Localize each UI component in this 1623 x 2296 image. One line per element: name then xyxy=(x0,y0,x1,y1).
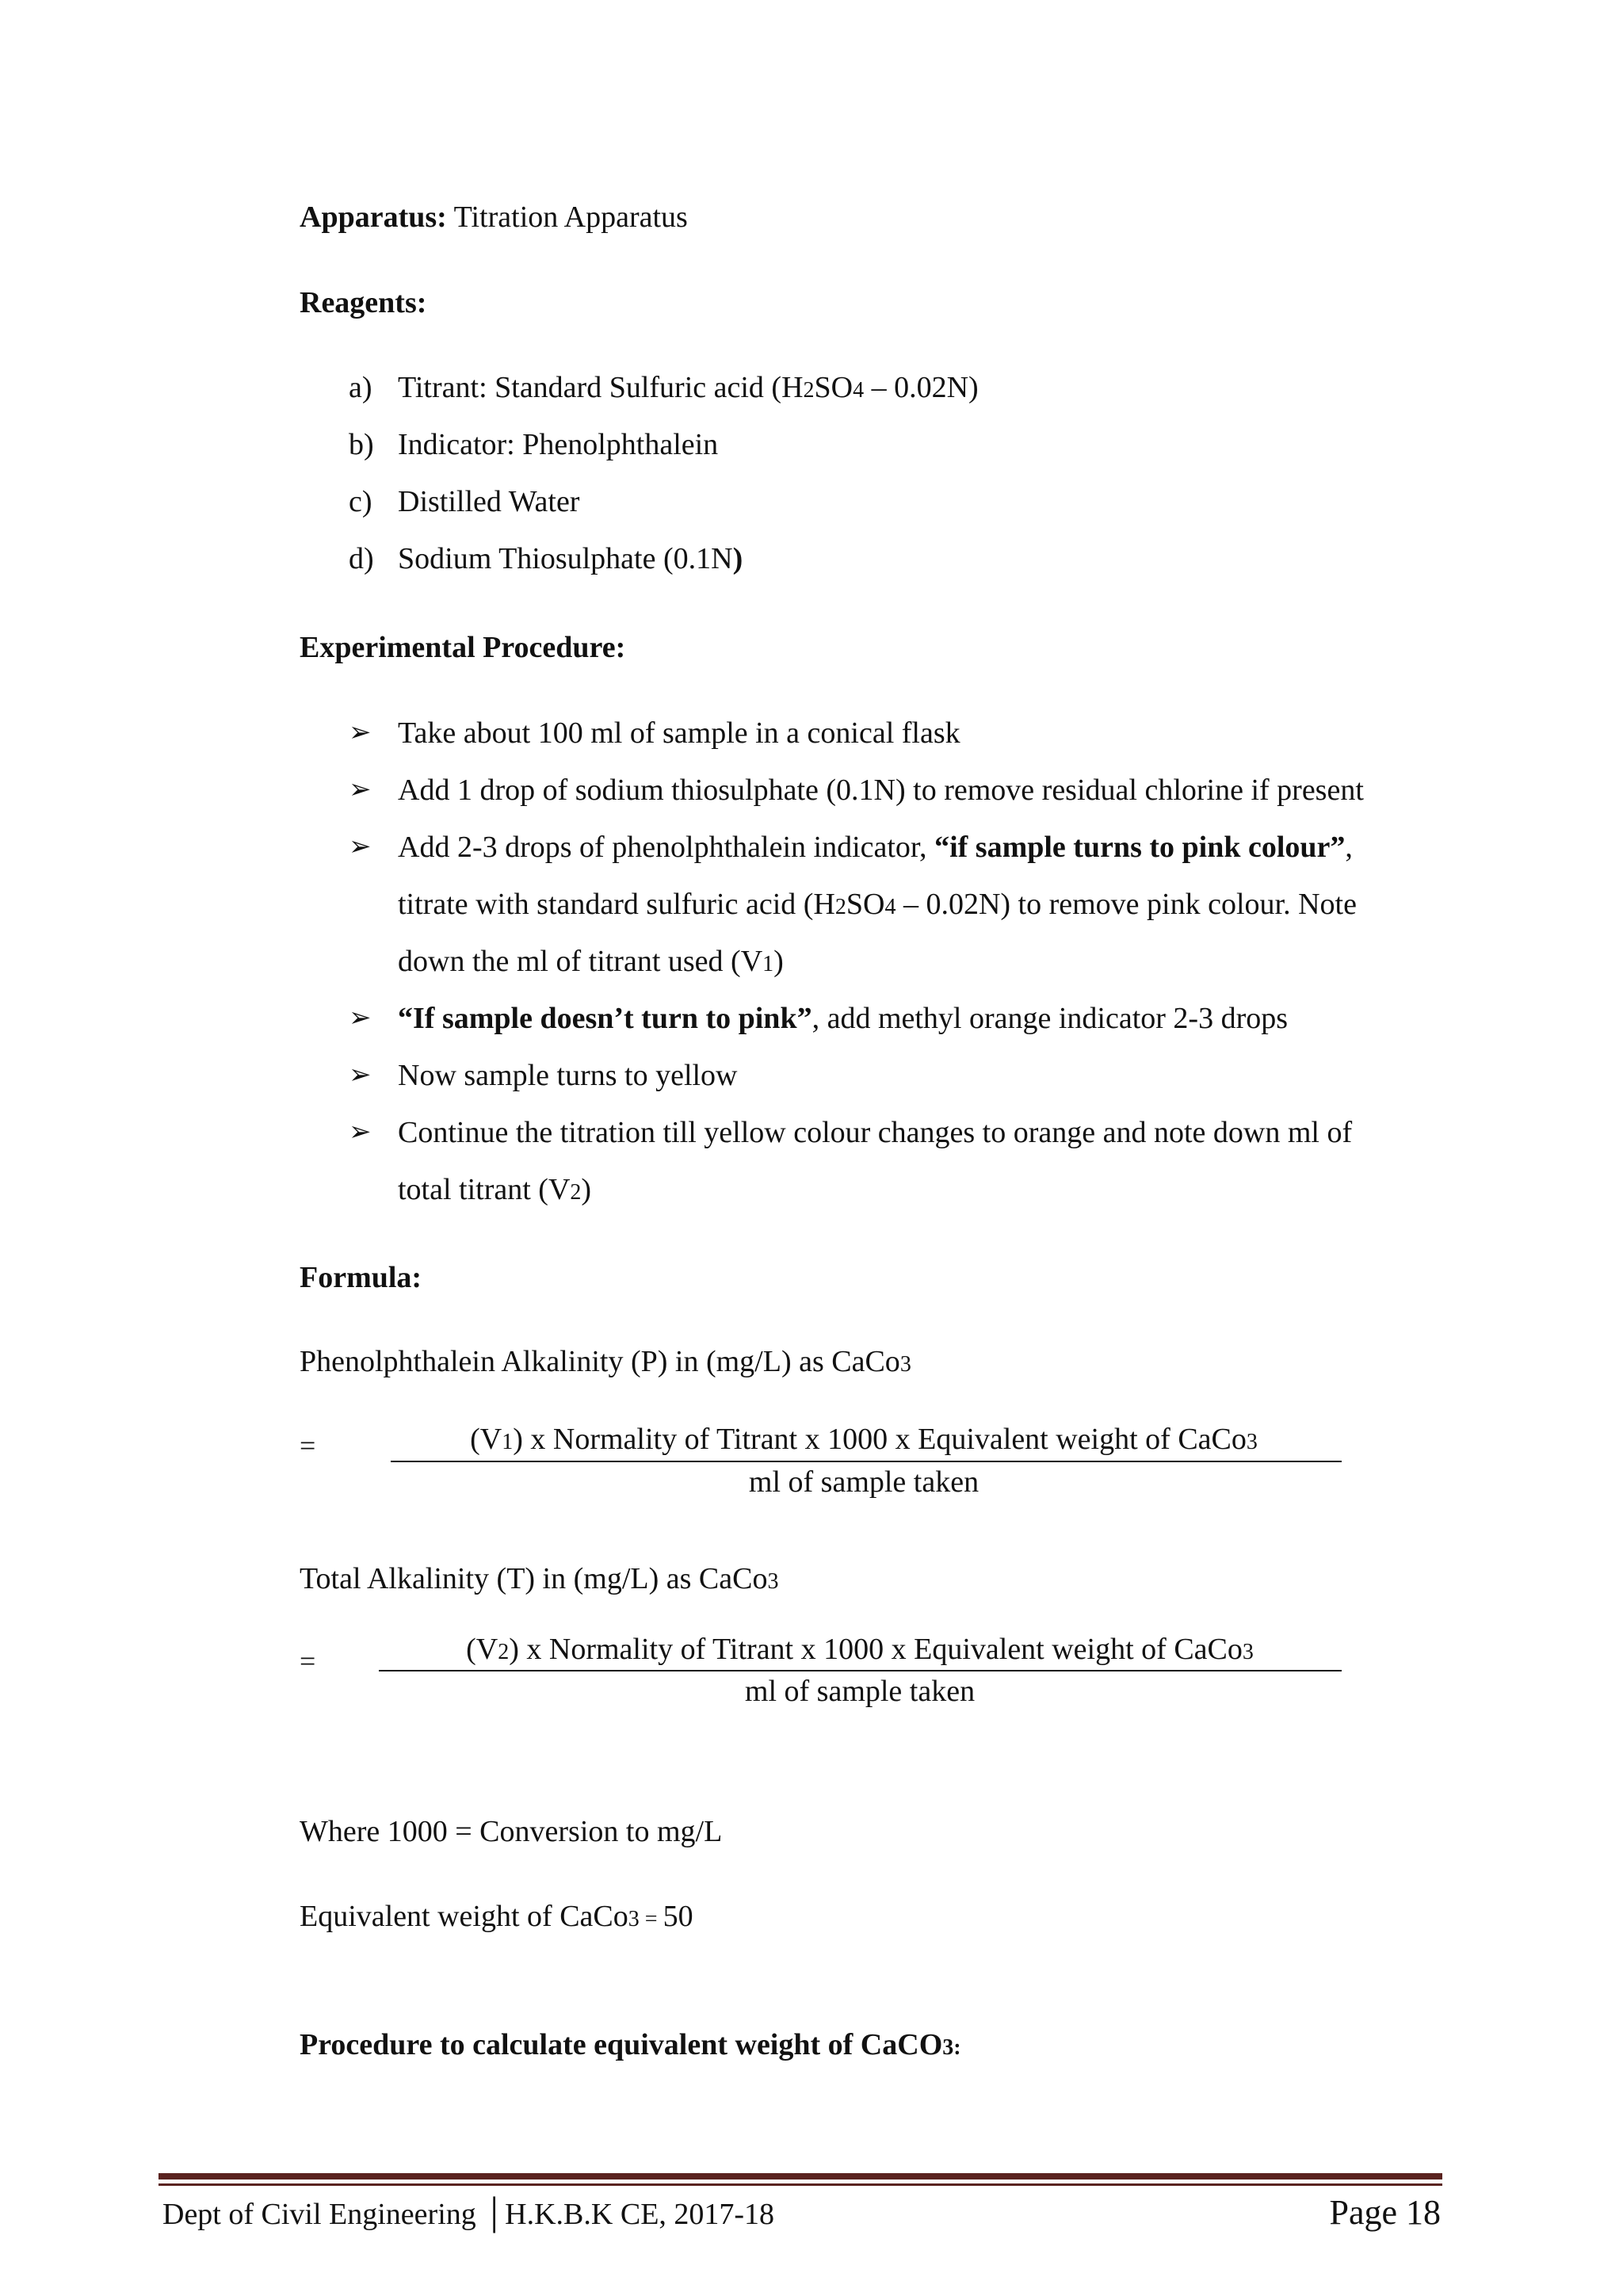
footer-rule-thin xyxy=(158,2183,1442,2186)
formula-heading: Formula: xyxy=(300,1261,422,1294)
step-text: , xyxy=(1345,831,1353,864)
t-denominator: ml of sample taken xyxy=(744,1675,976,1708)
arrow-bullet-icon: ➢ xyxy=(349,1060,372,1090)
formula-title-text: Phenolphthalein Alkalinity (P) in (mg/L) as CaCo xyxy=(300,1345,900,1378)
step-text: total titrant (V xyxy=(398,1173,571,1206)
list-marker: c) xyxy=(349,485,372,518)
reagents-heading: Reagents: xyxy=(300,286,427,319)
equals-sign: = xyxy=(300,1645,316,1677)
numerator-text: (V xyxy=(466,1633,498,1666)
reagent-text-bold: ) xyxy=(732,542,743,575)
fraction-line xyxy=(391,1461,1342,1462)
step-text: ) xyxy=(581,1173,592,1206)
step-text: Now sample turns to yellow xyxy=(398,1059,738,1092)
subscript: 3 xyxy=(899,1352,911,1377)
reagent-text: Distilled Water xyxy=(398,485,580,518)
note-text: Equivalent weight of CaCo xyxy=(300,1900,628,1933)
numerator-text: (V xyxy=(470,1423,502,1456)
step-text: SO xyxy=(846,888,885,921)
arrow-bullet-icon: ➢ xyxy=(349,775,372,804)
numerator-text: ) x Normality of Titrant x 1000 x Equivalent weight of CaCo xyxy=(513,1423,1247,1456)
procedure-step-6-line-2 xyxy=(398,1171,591,1212)
t-numerator xyxy=(380,1630,1339,1671)
procedure-step-3-line-2 xyxy=(398,885,1357,926)
step-text: – 0.02N) to remove pink colour. Note xyxy=(896,888,1357,921)
note-text: 50 xyxy=(663,1900,693,1933)
arrow-bullet-icon: ➢ xyxy=(349,832,372,861)
numerator-text: ) x Normality of Titrant x 1000 x Equivalent weight of CaCo xyxy=(509,1633,1243,1666)
reagent-text: Titrant: Standard Sulfuric acid (H xyxy=(398,371,804,404)
list-marker: d) xyxy=(349,542,374,575)
list-marker: b) xyxy=(349,428,374,461)
procedure-heading: Experimental Procedure: xyxy=(300,631,626,664)
apparatus-label: Apparatus: xyxy=(300,201,447,234)
subscript: 3 xyxy=(767,1569,779,1594)
heading-text: : xyxy=(953,2035,961,2060)
subscript: 3 xyxy=(1246,1430,1258,1454)
step-text-bold: “if sample turns to pink colour” xyxy=(934,831,1346,864)
step-text: down the ml of titrant used (V xyxy=(398,945,763,978)
subscript: 4 xyxy=(884,895,896,919)
subscript: 2 xyxy=(834,895,846,919)
subscript: 2 xyxy=(803,378,815,403)
step-text: Add 2-3 drops of phenolphthalein indicator, xyxy=(398,831,935,864)
step-text: Continue the titration till yellow colour changes to orange and note down ml of xyxy=(398,1116,1353,1149)
p-denominator: ml of sample taken xyxy=(748,1465,980,1499)
subscript: 3 xyxy=(1242,1640,1254,1664)
calc-procedure-heading xyxy=(300,2026,961,2067)
arrow-bullet-icon: ➢ xyxy=(349,1003,372,1033)
step-text: Add 1 drop of sodium thiosulphate (0.1N) to remove residual chlorine if present xyxy=(398,774,1364,807)
total-alkalinity-title xyxy=(300,1560,778,1601)
note-text-small: = xyxy=(639,1907,663,1931)
footer-rule-thick xyxy=(158,2173,1442,2179)
step-text: titrate with standard sulfuric acid (H xyxy=(398,888,835,921)
step-text: ) xyxy=(773,945,784,978)
equals-sign: = xyxy=(300,1430,316,1461)
fraction-line xyxy=(379,1670,1342,1671)
p-numerator xyxy=(388,1420,1339,1461)
procedure-step-3-line-3 xyxy=(398,942,784,984)
subscript: 2 xyxy=(570,1180,582,1205)
reagent-text: – 0.02N) xyxy=(864,371,979,404)
conversion-note: Where 1000 = Conversion to mg/L xyxy=(300,1815,723,1848)
subscript: 1 xyxy=(502,1430,514,1454)
phenolphthalein-alkalinity-title xyxy=(300,1343,911,1384)
arrow-bullet-icon: ➢ xyxy=(349,1117,372,1147)
subscript: 4 xyxy=(853,378,865,403)
heading-text: Procedure to calculate equivalent weight of CaCO xyxy=(300,2028,943,2061)
apparatus-value: Titration Apparatus xyxy=(446,201,688,234)
footer-page-number: Page 18 xyxy=(1329,2193,1441,2232)
arrow-bullet-icon: ➢ xyxy=(349,718,372,747)
step-text: Take about 100 ml of sample in a conical flask xyxy=(398,716,960,750)
equivalent-weight-note xyxy=(300,1897,693,1939)
reagent-text: Sodium Thiosulphate (0.1N xyxy=(398,542,733,575)
formula-title-text: Total Alkalinity (T) in (mg/L) as CaCo xyxy=(300,1562,768,1595)
list-marker: a) xyxy=(349,371,372,404)
subscript: 1 xyxy=(762,952,774,976)
subscript: 2 xyxy=(498,1640,510,1664)
reagent-text: SO xyxy=(814,371,854,404)
subscript: 3 xyxy=(942,2035,954,2060)
subscript: 3 xyxy=(628,1907,640,1931)
reagent-text: Indicator: Phenolphthalein xyxy=(398,428,719,461)
step-text-bold: “If sample doesn’t turn to pink” xyxy=(398,1002,812,1035)
apparatus-line xyxy=(300,198,688,236)
step-text: , add methyl orange indicator 2-3 drops xyxy=(812,1002,1289,1035)
footer-department: Dept of Civil Engineering │H.K.B.K CE, 2017-18 xyxy=(162,2198,775,2231)
